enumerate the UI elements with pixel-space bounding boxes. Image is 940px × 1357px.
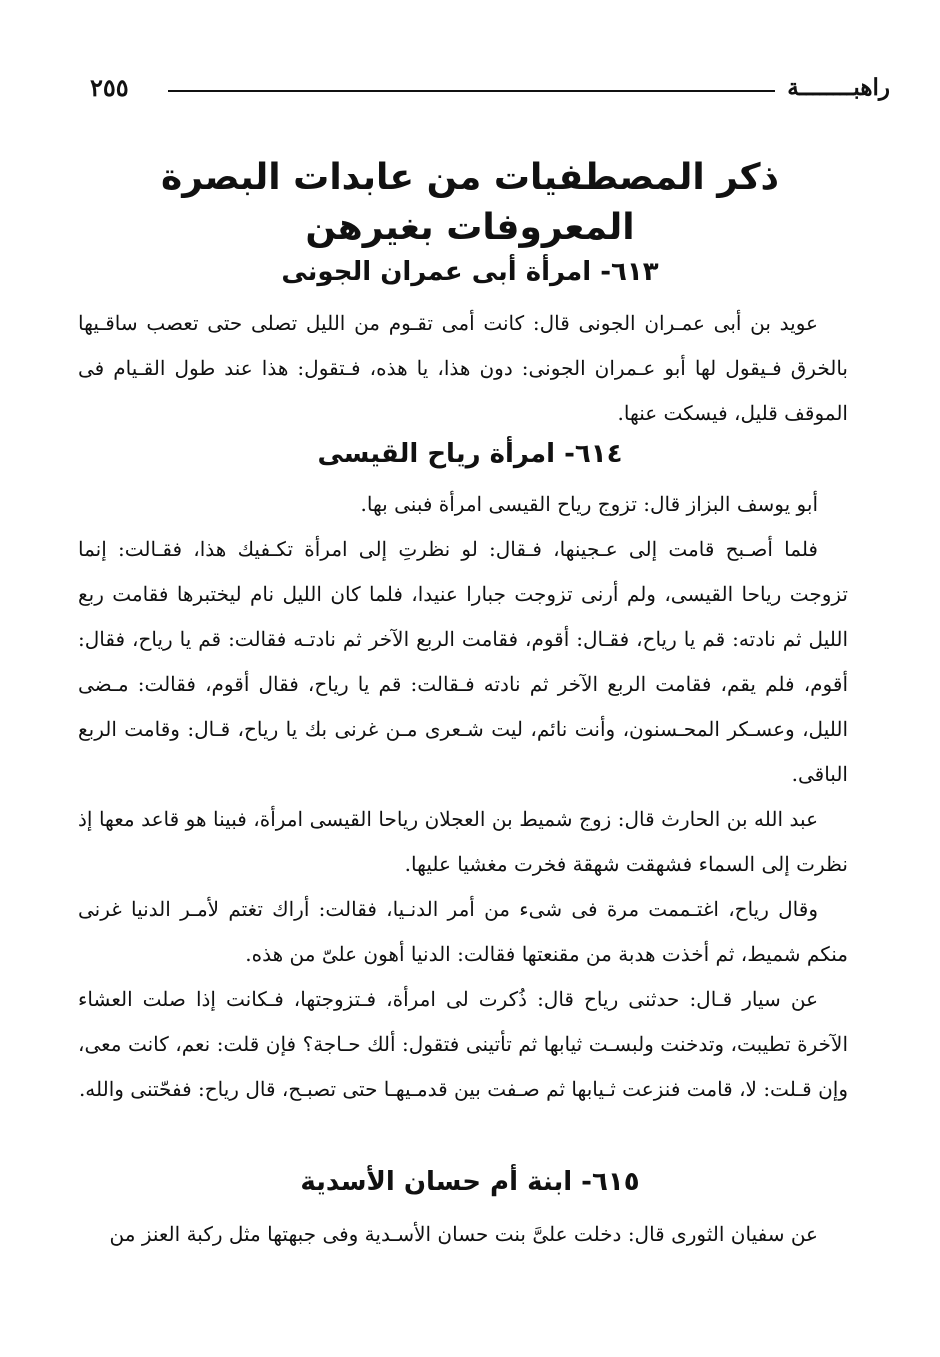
section-body-613 — [78, 301, 848, 436]
section-heading-614: ٦١٤- امرأة رياح القيسى — [317, 439, 623, 469]
section-body-614 — [78, 482, 848, 1112]
chapter-heading-line-1: ذكر المصطفيات من عابدات البصرة — [160, 157, 780, 198]
paragraph: فلما أصـبح قامت إلى عـجينها، فـقال: لو نظرتِ إلى امرأة تكـفيك هذا، فقـالت: إنما تزوجت رياحا القيسى، ولم أرنى تزوجت جبارا عنيدا، فلما كان الليل نام ليختبرها فقامت ربع الليل ثم نادته: قم يا رياح، فقـال: أقوم، فقامت الربع الآخر ثم نادتـه فقالت: قم يا رياح، فقال: أقوم، فلم يقم، فقامت الربع الآخر ثم نادته فـقالت: قم يا رياح، فقال أقوم، فقالت: مـضى الليل، وعسـكر المحـسنون، وأنت نائم، ليت شـعرى مـن غرنى بك يا رياح، قـال: وقامت الربع الباقى. — [78, 537, 848, 786]
paragraph: عن سفيان الثورى قال: دخلت علىَّ بنت حسان الأسـدية وفى جبهتها مثل ركبة العنز من — [109, 1222, 818, 1246]
paragraph: عويد بن أبى عمـران الجونى قال: كانت أمى تقـوم من الليل تصلى حتى تعصب ساقـيها بالخرق فـيقول لها أبو عـمران الجونى: دون هذا، يا هذه، فـتقول: هذا عند طول القـيام فى الموقف قليل، فيسكت عنها. — [78, 311, 848, 425]
paragraph: وقال رياح، اغتـممت مرة فى شىء من أمر الدنـيا، فقالت: أراك تغتم لأمـر الدنيا غرنى منكم شميط، ثم أخذت هدبة من مقنعتها فقالت: الدنيا أهون علىّ من هذه. — [78, 897, 848, 966]
running-header — [90, 70, 890, 106]
header-rule — [168, 90, 775, 92]
page-number: ٢٥٥ — [90, 73, 129, 102]
section-heading-613: ٦١٣- امرأة أبى عمران الجونى — [281, 257, 659, 287]
section-heading-615: ٦١٥- ابنة أم حسان الأسدية — [300, 1167, 640, 1197]
running-title: راهبــــــــة — [787, 74, 890, 101]
section-body-615 — [78, 1212, 848, 1257]
paragraph: أبو يوسف البزاز قال: تزوج رياح القيسى امرأة فبنى بها. — [360, 492, 818, 516]
chapter-heading-line-2: المعروفات بغيرهن — [305, 207, 635, 248]
paragraph: عبد الله بن الحارث قال: زوج شميط بن العجلان رياحا القيسى امرأة، فبينا هو قاعد معها إذ نظرت إلى السماء فشهقت شهقة فخرت مغشيا عليها. — [78, 807, 848, 876]
paragraph: عن سيار قـال: حدثنى رياح قال: ذُكرت لى امرأة، فـتزوجتها، فـكانت إذا صلت العشاء الآخرة تطيبت، وتدخنت ولبسـت ثيابها ثم تأتينى فتقول: ألك حـاجة؟ فإن قلت: نعم، كانت معى، وإن قـلت: لا، قامت فنزعت ثـيابها ثم صـفت بين قدمـيهـا حتى تصبـح، قال رياح: ففحّتنى والله. — [78, 987, 848, 1101]
